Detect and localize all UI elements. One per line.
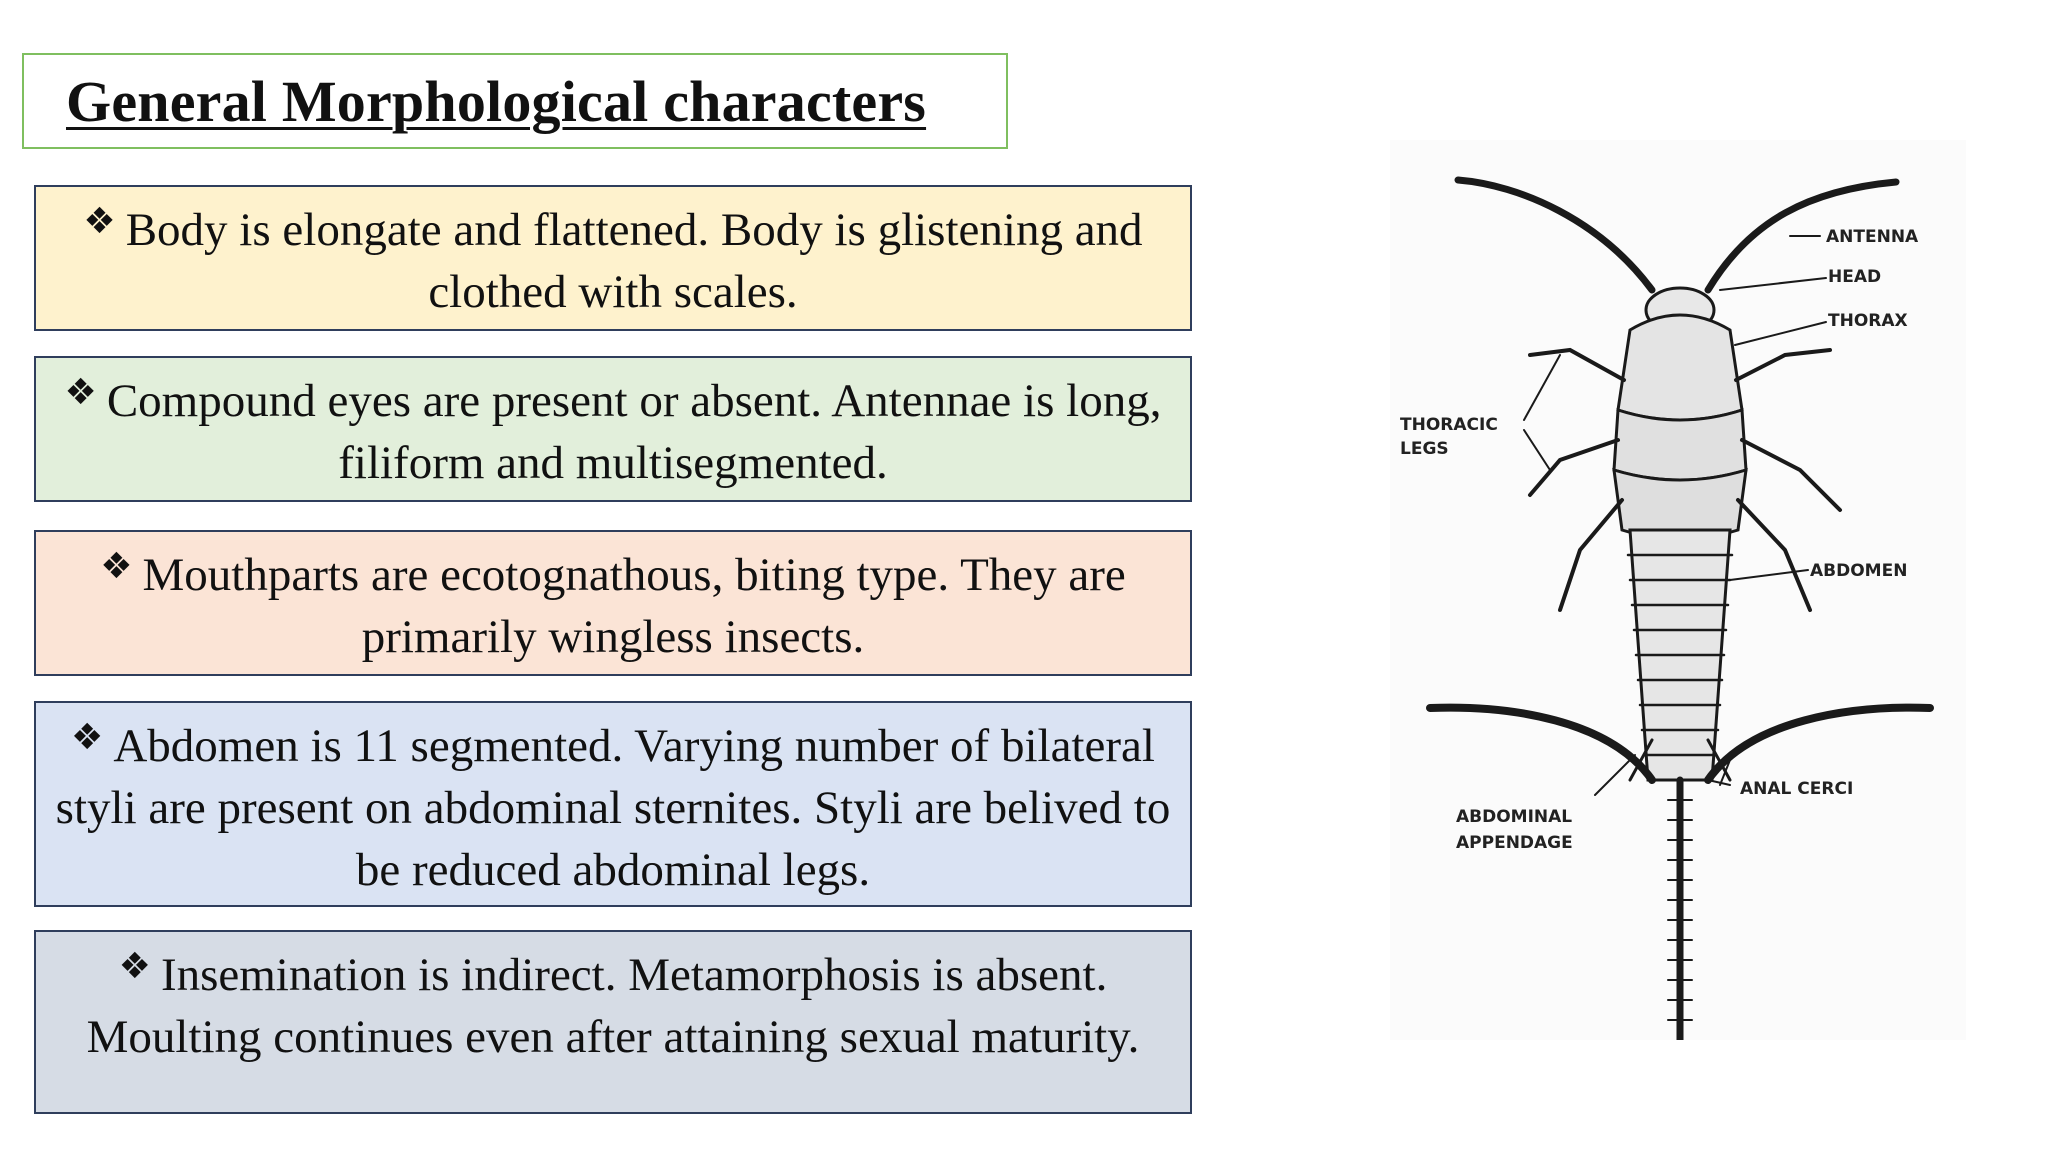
point-card-4 <box>34 701 1192 907</box>
point-card-3 <box>34 530 1192 676</box>
point-text-2: Compound eyes are present or absent. Antennae is long, filiform and multisegmented. <box>106 375 1162 489</box>
insect-drawing <box>1390 140 1966 1040</box>
point-text-5: Insemination is indirect. Metamorphosis is absent. Moulting continues even after attaining sexual maturity. <box>86 949 1140 1063</box>
point-text-3: Mouthparts are ecotognathous, biting type. They are primarily wingless insects. <box>142 549 1126 663</box>
label-thorax: THORAX <box>1828 311 1908 331</box>
label-thoracic-legs-2: LEGS <box>1400 439 1449 459</box>
silverfish-diagram <box>1390 140 1966 1040</box>
label-head: HEAD <box>1828 267 1882 287</box>
point-card-1 <box>34 185 1192 331</box>
title-box <box>22 53 1008 149</box>
bullet-icon: ❖ <box>71 717 104 758</box>
point-text-1: Body is elongate and flattened. Body is glistening and clothed with scales. <box>125 204 1143 318</box>
bullet-icon: ❖ <box>83 201 116 242</box>
slide-title: General Morphological characters <box>66 68 927 134</box>
label-antenna: ANTENNA <box>1826 227 1919 247</box>
label-abdominal-appendage-2: APPENDAGE <box>1456 833 1573 853</box>
label-abdominal-appendage-1: ABDOMINAL <box>1456 807 1573 827</box>
bullet-icon: ❖ <box>118 946 151 987</box>
label-abdomen: ABDOMEN <box>1810 561 1908 581</box>
bullet-icon: ❖ <box>64 372 97 413</box>
point-text-4: Abdomen is 11 segmented. Varying number of bilateral styli are present on abdominal sternites. Styli are belived to be reduced abdominal legs. <box>55 720 1171 896</box>
point-card-5 <box>34 930 1192 1114</box>
label-anal-cerci: ANAL CERCI <box>1740 779 1854 799</box>
label-thoracic-legs-1: THORACIC <box>1400 415 1498 435</box>
bullet-icon: ❖ <box>100 546 133 587</box>
point-card-2 <box>34 356 1192 502</box>
